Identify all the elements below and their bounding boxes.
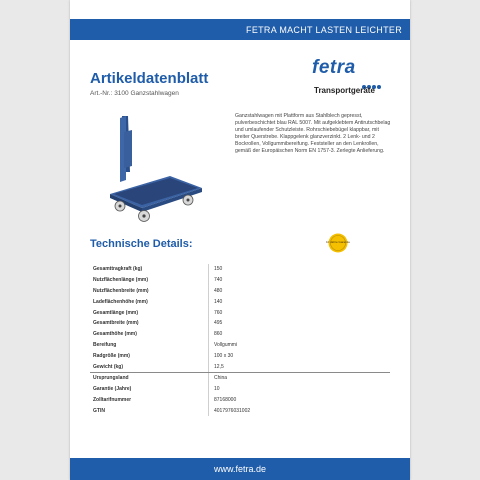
platform-truck-image bbox=[100, 110, 205, 225]
spec-table bbox=[90, 264, 390, 416]
spec-value: 12,5 bbox=[208, 361, 390, 372]
warranty-badge-icon bbox=[325, 233, 351, 253]
footer-link[interactable]: www.fetra.de bbox=[213, 464, 267, 474]
spec-value: 760 bbox=[208, 307, 390, 318]
spec-label: Gesamthöhe (mm) bbox=[93, 331, 137, 338]
slogan-text: FETRA MACHT LASTEN LEICHTER bbox=[246, 24, 402, 35]
table-row bbox=[90, 361, 390, 372]
spec-label: Gesamtlänge (mm) bbox=[93, 309, 139, 316]
table-row bbox=[90, 350, 390, 361]
table-row bbox=[90, 275, 390, 286]
meta-value: China bbox=[208, 373, 390, 384]
spec-value: 100 x 30 bbox=[208, 350, 390, 361]
spec-value: 740 bbox=[208, 275, 390, 286]
meta-label: Garantie (Jahre) bbox=[93, 386, 132, 393]
spec-value: 140 bbox=[208, 296, 390, 307]
table-row bbox=[90, 286, 390, 297]
meta-label: GTIN bbox=[93, 407, 105, 414]
article-number: Art.-Nr.: 3100 Ganzstahlwagen bbox=[90, 90, 179, 97]
table-row bbox=[90, 318, 390, 329]
spec-value: 150 bbox=[208, 264, 390, 275]
fetra-logo bbox=[312, 58, 392, 96]
spec-value: 860 bbox=[208, 329, 390, 340]
section-title: Technische Details: bbox=[90, 238, 193, 250]
logo-subtitle: Transportgeräte bbox=[314, 86, 375, 95]
spec-label: Gesamtbreite (mm) bbox=[93, 320, 139, 327]
table-row bbox=[90, 340, 390, 351]
spec-value: 495 bbox=[208, 318, 390, 329]
table-row bbox=[90, 296, 390, 307]
top-banner bbox=[70, 19, 410, 40]
meta-label: Ursprungsland bbox=[93, 375, 129, 382]
table-row bbox=[90, 384, 390, 395]
meta-value: 4017976031002 bbox=[208, 405, 390, 416]
logo-word: fetra bbox=[312, 57, 356, 78]
footer-banner bbox=[70, 458, 410, 480]
spec-label: Ladeflächenhöhe (mm) bbox=[93, 298, 148, 305]
spec-label: Gewicht (kg) bbox=[93, 363, 124, 370]
spec-label: Radgröße (mm) bbox=[93, 352, 130, 359]
meta-group bbox=[90, 372, 390, 416]
spec-value: 480 bbox=[208, 286, 390, 297]
badge-text: 10 Jahre Garantie bbox=[325, 240, 351, 244]
page-title: Artikeldatenblatt bbox=[90, 70, 209, 87]
spec-label: Gesamttragkraft (kg) bbox=[93, 266, 143, 273]
table-row bbox=[90, 372, 390, 384]
spec-group bbox=[90, 264, 390, 372]
spec-label: Bereifung bbox=[93, 341, 117, 348]
meta-value: 87168000 bbox=[208, 395, 390, 406]
spec-label: Nutzflächenbreite (mm) bbox=[93, 287, 149, 294]
spec-label: Nutzflächenlänge (mm) bbox=[93, 277, 149, 284]
table-row bbox=[90, 329, 390, 340]
table-row bbox=[90, 405, 390, 416]
meta-label: Zolltarifnummer bbox=[93, 396, 132, 403]
product-description: Ganzstahlwagen mit Plattform aus Stahlblech gepresst, pulverbeschichtet blau RAL 5007. Mit aufgeklebtem Antirutschbelag und umlaufender Schutzleiste. Rohrschiebebügel klappbar, mit breiter Querstrebe. Klappgelenk glanzverzinkt. 2 Lenk- und 2 Bockrollen, Vollgummibereifung. Feststeller an den Lenkrollen, gemäß der Europäischen Norm EN 1757-3. Zerlegte Anlieferung. bbox=[235, 113, 391, 154]
table-row bbox=[90, 307, 390, 318]
table-row bbox=[90, 264, 390, 275]
spec-value: Vollgummi bbox=[208, 340, 390, 351]
datasheet-page bbox=[70, 0, 410, 480]
meta-value: 10 bbox=[208, 384, 390, 395]
table-row bbox=[90, 395, 390, 406]
